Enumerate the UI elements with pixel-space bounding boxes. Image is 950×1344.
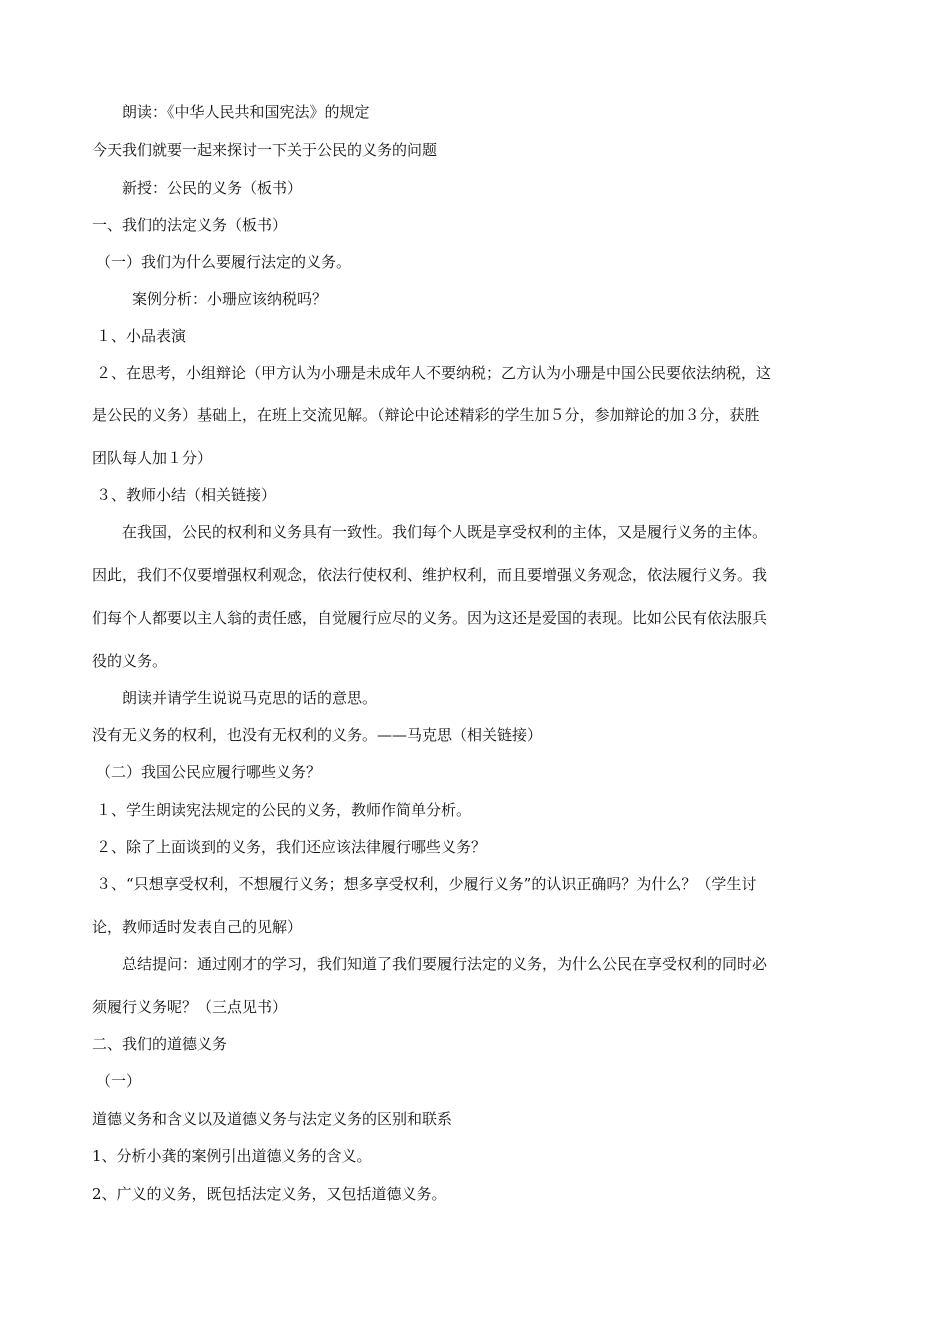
text-line: 案例分析：小珊应该纳税吗？ [132,290,328,308]
subsection-heading: （一）我们为什么要履行法定的义务。 [96,253,352,271]
paragraph-line: 因此，我们不仅要增强权利观念，依法行使权利、维护权利，而且要增强义务观念，依法履行义务。我 [92,566,768,584]
text-line: 今天我们就要一起来探讨一下关于公民的义务的问题 [92,141,438,159]
list-item: ３、教师小结（相关链接） [96,486,277,504]
list-item: 1、分析小龚的案例引出道德义务的含义。 [92,1147,372,1165]
text-line: 团队每人加１分） [92,449,213,467]
list-item: ３、“只想享受权利，不想履行义务；想多享受权利，少履行义务”的认识正确吗？为什么？（学生讨 [96,875,757,893]
paragraph-line: 役的义务。 [92,652,168,670]
paragraph-line: 们每个人都要以主人翁的责任感，自觉履行应尽的义务。因为这还是爱国的表现。比如公民有依法服兵 [92,609,768,627]
subsection-heading: （二）我国公民应履行哪些义务？ [96,763,322,781]
list-item: ２、在思考，小组辩论（甲方认为小珊是未成年人不要纳税；乙方认为小珊是中国公民要依法纳税，这 [96,364,772,382]
text-line: 是公民的义务）基础上，在班上交流见解。（辩论中论述精彩的学生加５分，参加辩论的加３分，获胜 [92,406,760,424]
section-heading: 二、我们的道德义务 [92,1035,228,1053]
text-line: 朗读并请学生说说马克思的话的意思。 [122,689,378,707]
subsection-heading: （一） [96,1072,142,1090]
text-line: 论，教师适时发表自己的见解） [92,918,303,936]
list-item: １、小品表演 [96,327,187,345]
text-line: 道德义务和含义以及道德义务与法定义务的区别和联系 [92,1110,453,1128]
text-line: 朗读：《中华人民共和国宪法》的规定 [122,103,370,121]
paragraph-line: 须履行义务呢？（三点见书） [92,998,288,1016]
paragraph-line: 在我国，公民的权利和义务具有一致性。我们每个人既是享受权利的主体，又是履行义务的主体。 [122,523,768,541]
list-item: １、学生朗读宪法规定的公民的义务，教师作简单分析。 [96,801,472,819]
list-item: ２、除了上面谈到的义务，我们还应该法律履行哪些义务？ [96,838,487,856]
text-line: 新授：公民的义务（板书） [122,179,303,197]
quote-line: 没有无义务的权利，也没有无权利的义务。——马克思（相关链接） [92,726,543,744]
list-item: 2、广义的义务，既包括法定义务，又包括道德义务。 [92,1185,447,1203]
section-heading: 一、我们的法定义务（板书） [92,216,288,234]
paragraph-line: 总结提问：通过刚才的学习，我们知道了我们要履行法定的义务，为什么公民在享受权利的同时必 [122,955,768,973]
